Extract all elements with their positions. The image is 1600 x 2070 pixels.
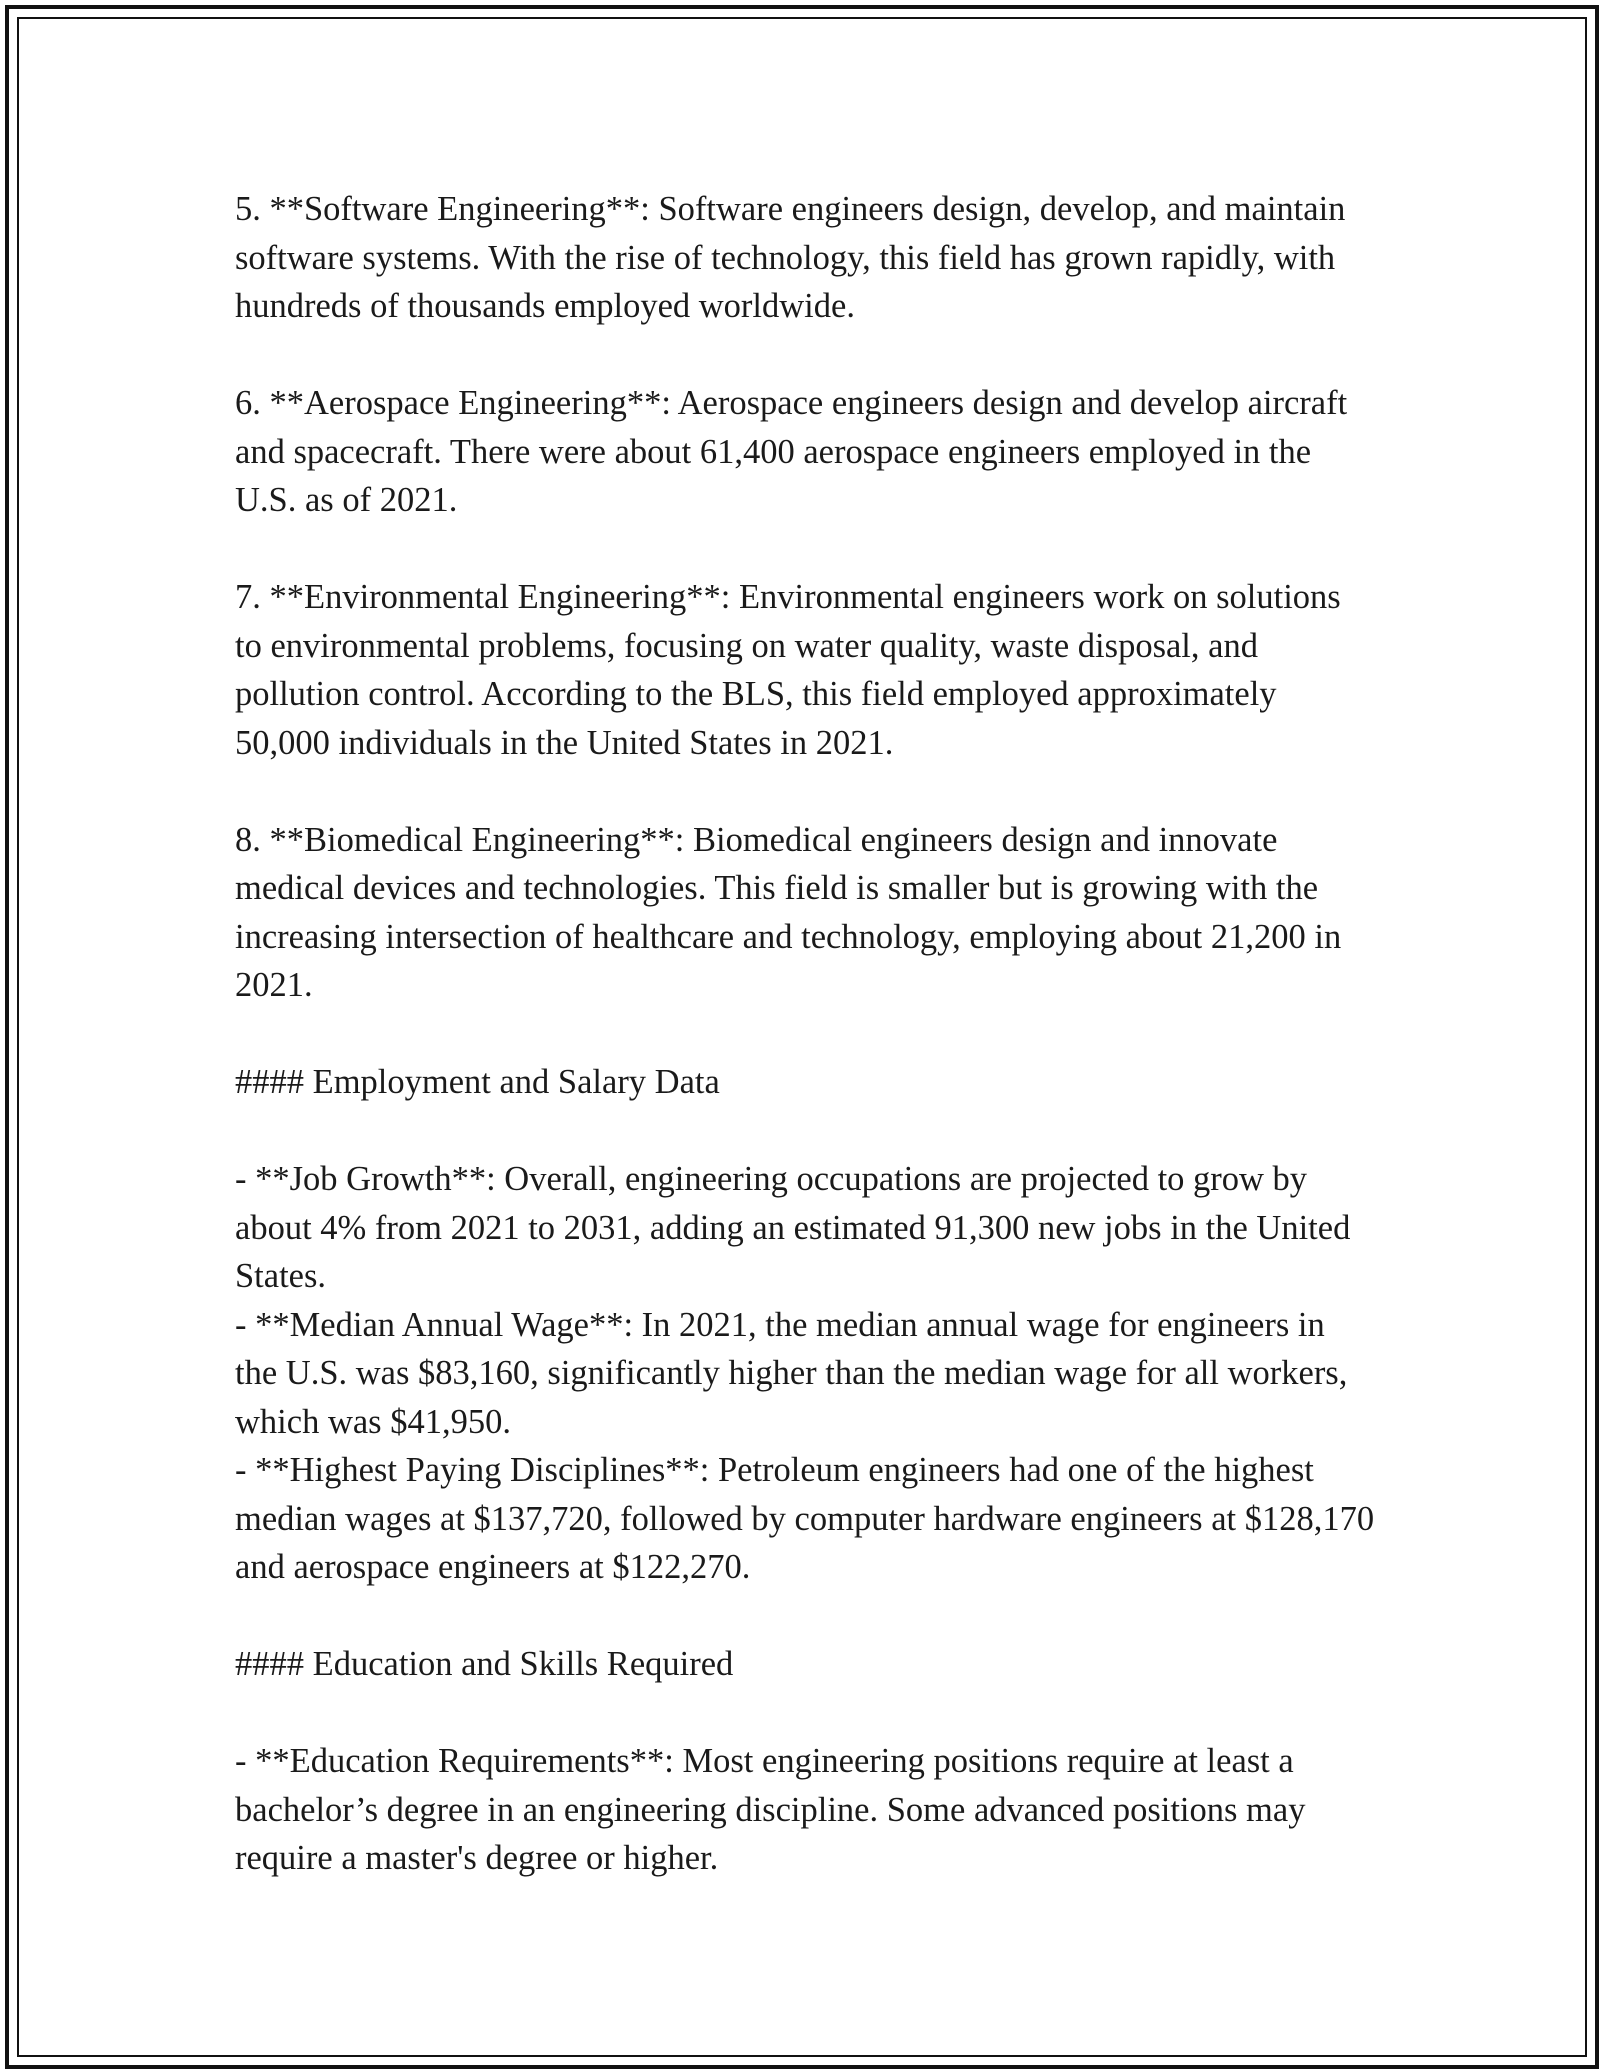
bullet-education-requirements: - **Education Requirements**: Most engineering positions require at least a bachelor’s degree in an engineering discipline. Some advanced positions may require a master's degree or higher. (235, 1742, 1306, 1877)
document-body (235, 185, 1375, 1931)
bullet-highest-paying: - **Highest Paying Disciplines**: Petroleum engineers had one of the highest median wages at $137,720, followed by computer hardware engineers at $128,170 and aerospace engineers at $122,270. (235, 1451, 1375, 1586)
paragraph-software-engineering: 5. **Software Engineering**: Software engineers design, develop, and maintain software systems. With the rise of technology, this field has grown rapidly, with hundreds of thousands employed worldwide. (235, 190, 1346, 325)
paragraph-aerospace-engineering: 6. **Aerospace Engineering**: Aerospace engineers design and develop aircraft and spacecraft. There were about 61,400 aerospace engineers employed in the U.S. as of 2021. (235, 384, 1348, 519)
employment-bullet-list (235, 1155, 1375, 1592)
paragraph-environmental-engineering: 7. **Environmental Engineering**: Environmental engineers work on solutions to environmental problems, focusing on water quality, waste disposal, and pollution control. According to the BLS, this field employed approximately 50,000 individuals in the United States in 2021. (235, 578, 1341, 762)
paragraph-biomedical-engineering: 8. **Biomedical Engineering**: Biomedical engineers design and innovate medical devices and technologies. This field is smaller but is growing with the increasing intersection of healthcare and technology, employing about 21,200 in 2021. (235, 820, 1342, 1004)
bullet-job-growth: - **Job Growth**: Overall, engineering occupations are projected to grow by about 4% from 2021 to 2031, adding an estimated 91,300 new jobs in the United States. (235, 1160, 1351, 1295)
bullet-median-wage: - **Median Annual Wage**: In 2021, the median annual wage for engineers in the U.S. was $83,160, significantly higher than the median wage for all workers, which was $41,950. (235, 1305, 1348, 1441)
heading-education-skills: #### Education and Skills Required (235, 1645, 734, 1683)
heading-employment-salary: #### Employment and Salary Data (235, 1063, 720, 1101)
